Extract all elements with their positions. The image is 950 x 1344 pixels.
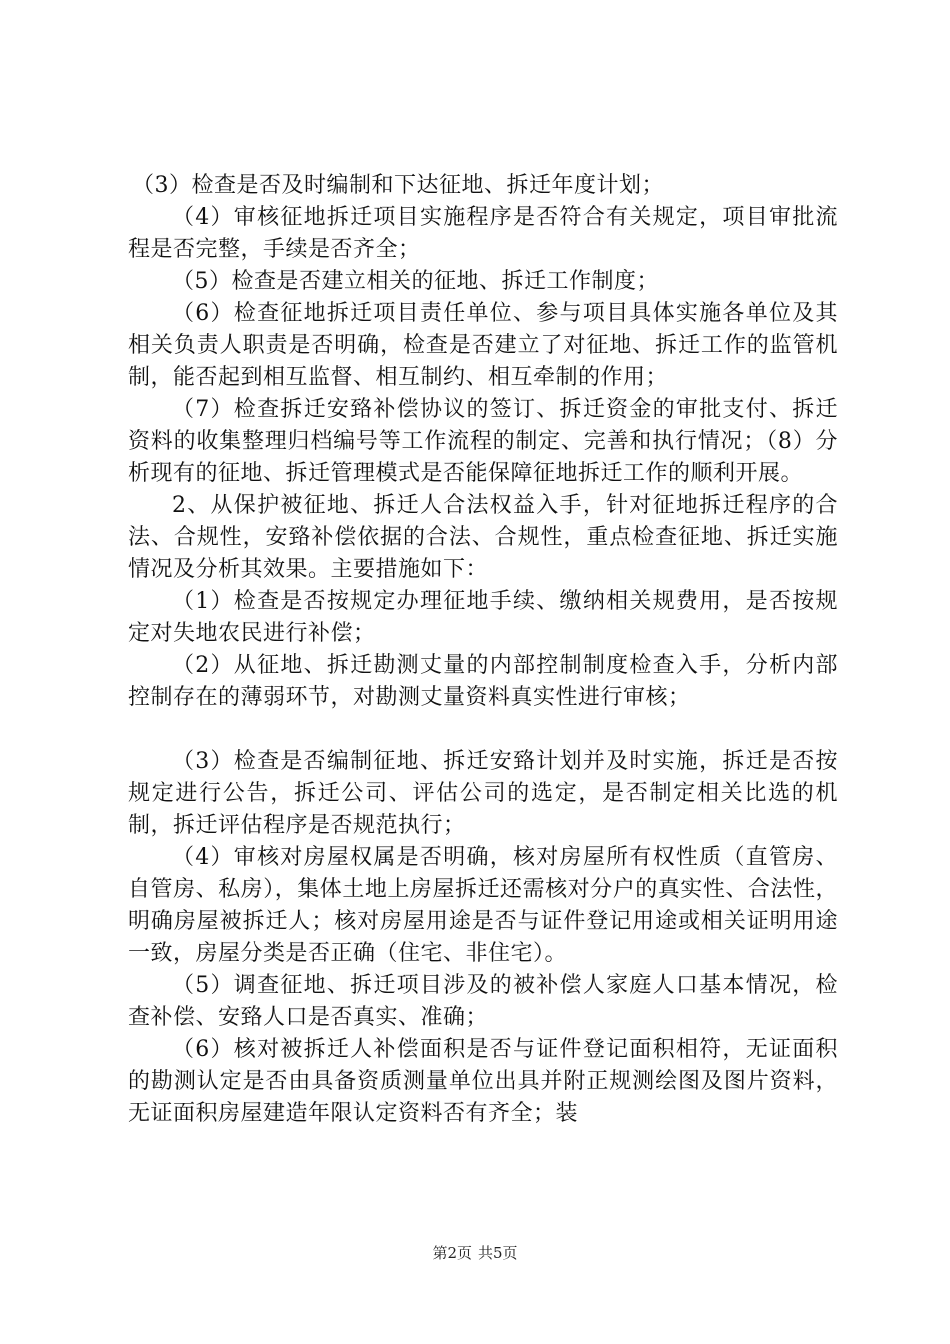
paragraph-protect-rights: 2、从保护被征地、拆迁人合法权益入手，针对征地拆迁程序的合法、合规性，安臵补偿依据的合法、合规性，重点检查征地、拆迁实施情况及分析其效果。主要措施如下： bbox=[128, 493, 838, 582]
paragraph-review-procedure: （4）审核征地拆迁项目实施程序是否符合有关规定，项目审批流程是否完整，手续是否齐全； bbox=[128, 205, 838, 262]
paragraph-compensation-area: （6）核对被拆迁人补偿面积是否与证件登记面积相符，无证面积的勘测认定是否由具备资质测量单位出具并附正规测绘图及图片资料，无证面积房屋建造年限认定资料否有齐全；装 bbox=[128, 1037, 838, 1126]
paragraph-work-system: （5）检查是否建立相关的征地、拆迁工作制度； bbox=[172, 269, 659, 294]
paragraph-responsibility: （6）检查征地拆迁项目责任单位、参与项目具体实施各单位及其相关负责人职责是否明确，检查是否建立了对征地、拆迁工作的监管机制，能否起到相互监督、相互制约、相互牵制的作用； bbox=[128, 301, 838, 390]
paragraph-check-annual-plan: （3）检查是否及时编制和下达征地、拆迁年度计划； bbox=[132, 173, 664, 198]
paragraph-agreement-workflow: （7）检查拆迁安臵补偿协议的签订、拆迁资金的审批支付、拆迁资料的收集整理归档编号等工作流程的制定、完善和执行情况；（8）分析现有的征地、拆迁管理模式是否能保障征地拆迁工作的顺利开展。 bbox=[128, 397, 838, 486]
page-total: 共5页 bbox=[478, 1244, 518, 1262]
page-number: 第2页 bbox=[432, 1244, 472, 1262]
page-footer bbox=[0, 1243, 950, 1263]
document-body bbox=[128, 170, 838, 1130]
paragraph-survey-control: （2）从征地、拆迁勘测丈量的内部控制制度检查入手，分析内部控制存在的薄弱环节，对勘测丈量资料真实性进行审核； bbox=[128, 653, 838, 710]
paragraph-land-procedure: （1）检查是否按规定办理征地手续、缴纳相关规费用，是否按规定对失地农民进行补偿； bbox=[128, 589, 838, 646]
paragraph-resettlement-plan: （3）检查是否编制征地、拆迁安臵计划并及时实施，拆迁是否按规定进行公告，拆迁公司、评估公司的选定，是否制定相关比选的机制，拆迁评估程序是否规范执行； bbox=[128, 749, 838, 838]
paragraph-household-population: （5）调查征地、拆迁项目涉及的被补偿人家庭人口基本情况，检查补偿、安臵人口是否真实、准确； bbox=[128, 973, 838, 1030]
paragraph-property-ownership: （4）审核对房屋权属是否明确，核对房屋所有权性质（直管房、自管房、私房），集体土地上房屋拆迁还需核对分户的真实性、合法性，明确房屋被拆迁人；核对房屋用途是否与证件登记用途或相关证明用途一致，房屋分类是否正确（住宅、非住宅）。 bbox=[128, 845, 838, 966]
